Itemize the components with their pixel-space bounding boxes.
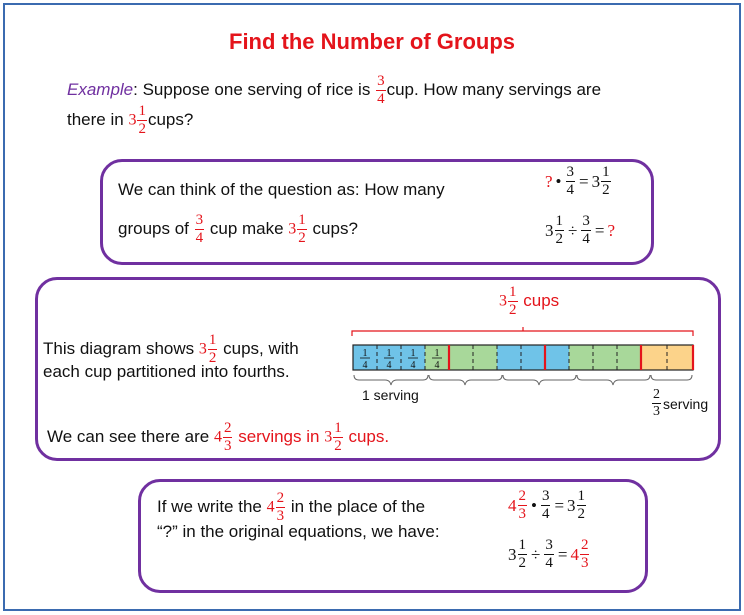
mixed-total-cups: 3 $\frac{1}{2}$	[128, 103, 146, 137]
example-text-2-end: cups?	[147, 109, 194, 129]
svg-text:4: 4	[434, 360, 440, 371]
partial-serving-label: $\frac{2}{3}$ serving	[653, 387, 709, 419]
division-equation: 3 $\frac{1}{2}$ ÷ $\frac{3}{4}$ = ?	[545, 213, 615, 247]
box2-line-2: each cup partitioned into fourths.	[43, 362, 290, 381]
example-text-1-end: cup. How many servings are	[386, 79, 602, 99]
mixed-cups: 3 $\frac{1}{2}$	[288, 212, 306, 246]
substituted-multiplication: 4 $\frac{2}{3}$ • $\frac{3}{4}$ = 3 $\frac{1}{2}$	[508, 488, 586, 522]
fraction-bar-diagram	[345, 323, 705, 393]
fraction-group-size: $\frac{3}{4}$	[195, 212, 204, 246]
box3-line-1: If we write the 4 $\frac{2}{3}$ in the place of the	[157, 490, 426, 524]
svg-text:1: 1	[386, 348, 392, 359]
page-title: Find the Number of Groups	[229, 29, 515, 54]
total-bracket	[352, 331, 693, 336]
example-line-2	[67, 104, 193, 137]
slide	[3, 3, 741, 611]
box1-line-1: We can think of the question as: How many	[118, 180, 445, 199]
example-text-2: there in	[67, 109, 124, 129]
box3-line-2: “?” in the original equations, we have:	[157, 522, 440, 541]
mixed-answer: 4 $\frac{2}{3}$	[213, 420, 232, 454]
svg-text:4: 4	[362, 360, 368, 371]
fraction-serving-size: $\frac{3}{4}$	[377, 73, 385, 107]
mixed-substitute: 4 $\frac{2}{3}$	[266, 490, 285, 524]
box2-line-1: This diagram shows 3 $\frac{1}{2}$ cups, with	[43, 332, 299, 366]
cup-3-a	[545, 345, 569, 370]
svg-text:1: 1	[362, 348, 368, 359]
substituted-division: 3 $\frac{1}{2}$ ÷ $\frac{3}{4}$ = 4 $\frac{2}{3}$	[508, 537, 589, 571]
one-serving-label: 1 serving	[362, 387, 419, 403]
multiplication-equation: ? • $\frac{3}{4}$ = 3 $\frac{1}{2}$	[545, 164, 610, 198]
mixed-diagram-cups: 3 $\frac{1}{2}$	[198, 332, 217, 366]
svg-text:4: 4	[386, 360, 392, 371]
diagram-top-label: 3 $\frac{1}{2}$ cups	[499, 284, 560, 318]
unknown-mark: ?	[545, 171, 553, 191]
mixed-answer-cups: 3 $\frac{1}{2}$	[324, 420, 342, 454]
svg-text:1: 1	[410, 348, 416, 359]
cup-3-b	[569, 345, 641, 370]
example-line-1	[67, 74, 601, 107]
box2-line-3: We can see there are 4 $\frac{2}{3}$ servings in 3 $\frac{1}{2}$ cups.	[47, 420, 390, 454]
example-text-1: : Suppose one serving of rice is	[133, 79, 371, 99]
svg-text:1: 1	[434, 348, 440, 359]
example-label: Example	[67, 79, 134, 99]
box1-line-2: groups of $\frac{3}{4}$ cup make 3 $\frac{1}{2}$ cups?	[118, 212, 358, 246]
svg-text:4: 4	[410, 360, 416, 371]
serving-braces	[354, 375, 692, 385]
